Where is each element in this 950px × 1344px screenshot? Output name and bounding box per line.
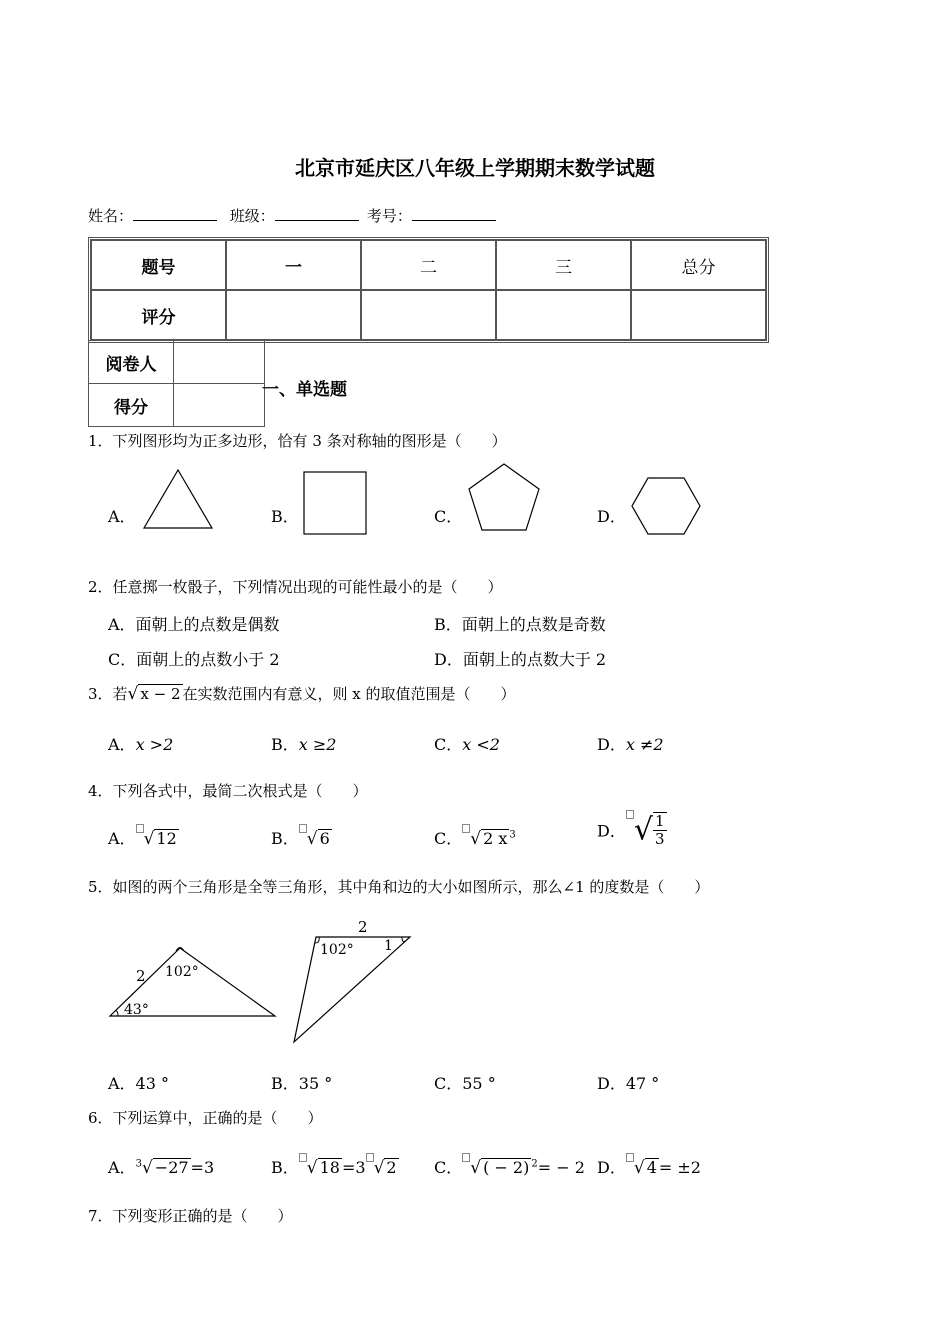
- score-header-cell: 三: [496, 240, 631, 290]
- q3-radicand: x − 2: [140, 685, 181, 703]
- score-cell: [631, 290, 766, 340]
- q6-option-b: B． √ 18 =3 √ 2: [271, 1155, 399, 1178]
- score-table: [88, 237, 769, 343]
- q2-option-a: A．面朝上的点数是偶数: [108, 615, 280, 634]
- placeholder-box-icon: [366, 1153, 374, 1162]
- congruent-triangles-figure: [100, 910, 430, 1050]
- q3-option-a: A．x >2: [108, 735, 174, 754]
- question-3-stem: [88, 683, 516, 704]
- radical-sign-icon: √: [470, 829, 482, 849]
- page-title: 北京市延庆区八年级上学期期末数学试题: [295, 156, 655, 180]
- radical-sign-icon: √: [633, 812, 653, 848]
- q5-option-c: C．55 °: [434, 1074, 496, 1093]
- reader-label: 阅卷人: [89, 341, 174, 384]
- placeholder-box-icon: [299, 1153, 307, 1162]
- student-info-line: [88, 205, 504, 226]
- q4-option-c: C． √ 2 x $^3$: [434, 826, 516, 849]
- radical-sign-icon: √: [633, 1158, 645, 1178]
- q6-option-a: A．$^3$√ −27 =3: [108, 1158, 215, 1178]
- score-cell: [226, 290, 361, 340]
- right-side-label: 2: [358, 918, 368, 936]
- triangle-figure: [140, 466, 216, 532]
- score-row-label: 评分: [91, 290, 226, 340]
- name-blank: [133, 206, 217, 221]
- reader-score-label: 得分: [89, 384, 174, 427]
- q5-option-d: D．47 °: [597, 1074, 660, 1093]
- class-blank: [275, 206, 359, 221]
- score-table-header-row: [91, 240, 766, 290]
- name-label: 姓名：: [88, 207, 134, 225]
- radical-sign-icon: √: [143, 829, 155, 849]
- class-label: 班级：: [229, 207, 275, 225]
- question-5-stem: 5．如图的两个三角形是全等三角形，其中角和边的大小如图所示，那么∠1 的度数是（ ）: [88, 878, 710, 896]
- q5-option-a: A．43 °: [108, 1074, 170, 1093]
- question-2-stem: 2．任意掷一枚骰子，下列情况出现的可能性最小的是（ ）: [88, 578, 503, 596]
- q4-option-a: A． √ 12: [108, 826, 179, 849]
- left-top-angle-label: 102°: [165, 964, 199, 980]
- q1-option-a-label: A．: [108, 507, 136, 526]
- placeholder-box-icon: [136, 824, 144, 833]
- hexagon-figure: [628, 474, 704, 538]
- left-bottom-angle-label: 43°: [124, 1002, 149, 1018]
- q2-option-d: D．面朝上的点数大于 2: [434, 650, 607, 669]
- question-7-stem: 7．下列变形正确的是（ ）: [88, 1207, 293, 1225]
- right-mark-label: 1: [384, 938, 393, 954]
- radical-sign-icon: √: [373, 1158, 385, 1178]
- q3-option-c: C．x <2: [434, 735, 500, 754]
- placeholder-box-icon: [626, 810, 634, 819]
- q2-option-b: B．面朝上的点数是奇数: [434, 615, 606, 634]
- question-1-stem: 1．下列图形均为正多边形，恰有 3 条对称轴的图形是（ ）: [88, 432, 507, 450]
- q6-option-c: C． √ ( − 2) $^2$= − 2: [434, 1155, 585, 1178]
- section-heading: 一、单选题: [262, 380, 347, 400]
- q5-option-b: B．35 °: [271, 1074, 333, 1093]
- q2-option-c: C．面朝上的点数小于 2: [108, 650, 280, 669]
- q3-option-d: D．x ≠2: [597, 735, 664, 754]
- score-header-cell: 一: [226, 240, 361, 290]
- q3-suffix: 在实数范围内有意义，则 x 的取值范围是（ ）: [182, 685, 516, 703]
- q3-option-b: B．x ≥2: [271, 735, 337, 754]
- score-header-cell: 总分: [631, 240, 766, 290]
- question-6-stem: 6．下列运算中，正确的是（ ）: [88, 1109, 323, 1127]
- score-cell: [361, 290, 496, 340]
- exam-no-blank: [412, 206, 496, 221]
- score-header-cell: 二: [361, 240, 496, 290]
- q1-option-b-label: B．: [271, 507, 299, 526]
- q1-option-c-label: C．: [434, 507, 463, 526]
- placeholder-box-icon: [626, 1153, 634, 1162]
- reader-cell: [174, 341, 265, 384]
- radical-sign-icon: √: [141, 1158, 153, 1178]
- score-table-row: [91, 290, 766, 340]
- reader-table: [88, 340, 265, 427]
- q1-option-d-label: D．: [597, 507, 626, 526]
- square-figure: [300, 468, 370, 536]
- radical-sign-icon: √: [306, 829, 318, 849]
- radical-sign-icon: √: [306, 1158, 318, 1178]
- q4-option-b: B． √ 6: [271, 826, 332, 849]
- left-side-label: 2: [136, 967, 146, 985]
- reader-score-cell: [174, 384, 265, 427]
- q6-option-d: D． √ 4 = ±2: [597, 1155, 701, 1178]
- pentagon-figure: [464, 460, 544, 536]
- placeholder-box-icon: [299, 824, 307, 833]
- right-angle-label: 102°: [320, 942, 354, 958]
- radical-sign-icon: √: [127, 684, 139, 704]
- exam-no-label: 考号：: [366, 207, 412, 225]
- score-cell: [496, 290, 631, 340]
- score-header-cell: 题号: [91, 240, 226, 290]
- question-4-stem: 4．下列各式中，最简二次根式是（ ）: [88, 782, 368, 800]
- q3-prefix: 3．若: [88, 685, 128, 703]
- radical-sign-icon: √: [470, 1158, 482, 1178]
- q4-option-d: D． √ $\frac{1}{3}$: [597, 812, 665, 848]
